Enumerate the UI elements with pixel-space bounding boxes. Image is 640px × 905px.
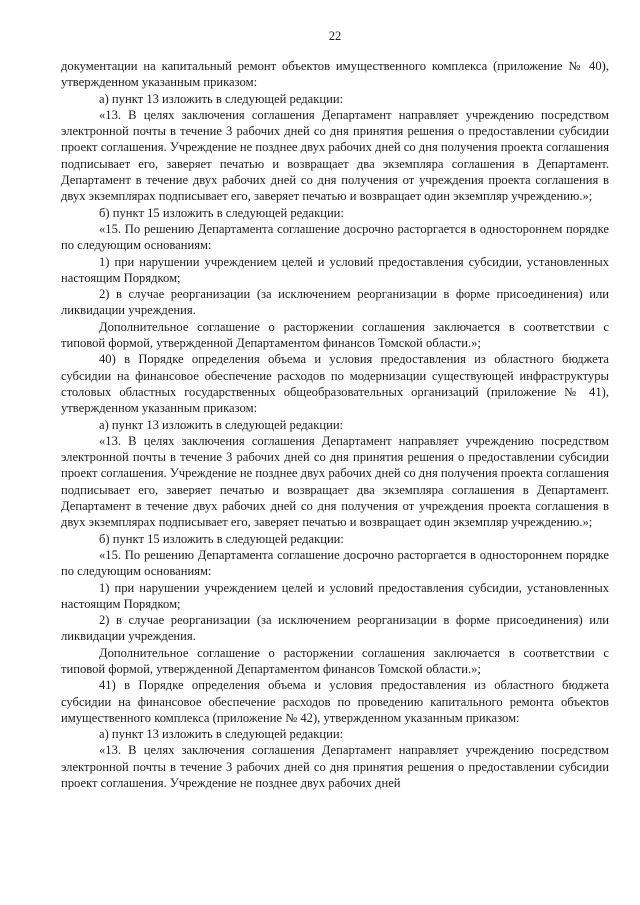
paragraph-ground-2: 2) в случае реорганизации (за исключением реорганизации в форме присоединения) или ликвидации учреждения.: [61, 613, 609, 644]
paragraph-clause-15: «15. По решению Департамента соглашение досрочно расторгается в одностороннем порядке по следующим основаниям:: [61, 547, 609, 579]
paragraph-ground-1: 1) при нарушении учреждением целей и условий предоставления субсидии, установленных настоящим Порядком;: [61, 580, 609, 611]
paragraph-item-a: а) пункт 13 изложить в следующей редакции:: [99, 91, 344, 106]
page-number: 22: [328, 29, 342, 43]
paragraph-item-41: 41) в Порядке определения объема и условия предоставления из областного бюджета субсидии на финансовое обеспечение расходов по проведению капитального ремонта объектов имущественного комплекса (приложение № 42), утвержденном указанным приказом:: [61, 678, 609, 725]
paragraph-ground-1: 1) при нарушении учреждением целей и условий предоставления субсидии, установленных настоящим Порядком;: [61, 254, 609, 285]
paragraph-clause-13: «13. В целях заключения соглашения Департамент направляет учреждению посредством электронной почты в течение 3 рабочих дней со дня принятия решения о предоставлении субсидии проект соглашения. Учреждение не позднее двух рабочих дней со дня получения проекта соглашения подписывает его, заверяет печатью и возвращает два экземпляра соглашения в Департамент. Департамент в течение двух рабочих дней со дня получения от учреждения проекта соглашения в двух экземплярах подписывает его, заверяет печатью и возвращает один экземпляр учреждению.»;: [61, 107, 609, 204]
paragraph-item-b: б) пункт 15 изложить в следующей редакции:: [99, 531, 344, 546]
paragraph-additional-agreement: Дополнительное соглашение о расторжении соглашения заключается в соответствии с типовой формой, утвержденной Департаментом финансов Томской области.»;: [61, 645, 609, 676]
paragraph-item-40: 40) в Порядке определения объема и условия предоставления из областного бюджета субсидии на финансовое обеспечение расходов по модернизации существующей инфраструктуры столовых областных государственных общеобразовательных организаций (приложение № 41), утвержденном указанным приказом:: [61, 352, 609, 416]
paragraph-item-a: а) пункт 13 изложить в следующей редакции:: [99, 727, 344, 742]
document-page: [61, 28, 609, 791]
paragraph-item-a: а) пункт 13 изложить в следующей редакции:: [99, 417, 344, 432]
paragraph-clause-13: «13. В целях заключения соглашения Департамент направляет учреждению посредством электронной почты в течение 3 рабочих дней со дня принятия решения о предоставлении субсидии проект соглашения. Учреждение не позднее двух рабочих дней со дня получения проекта соглашения подписывает его, заверяет печатью и возвращает два экземпляра соглашения в Департамент. Департамент в течение двух рабочих дней со дня получения от учреждения проекта соглашения в двух экземплярах подписывает его, заверяет печатью и возвращает один экземпляр учреждению.»;: [61, 433, 609, 530]
paragraph-clause-13: «13. В целях заключения соглашения Департамент направляет учреждению посредством электронной почты в течение 3 рабочих дней со дня принятия решения о предоставлении субсидии проект соглашения. Учреждение не позднее двух рабочих дней: [61, 743, 609, 791]
paragraph-continuation: документации на капитальный ремонт объектов имущественного комплекса (приложение № 40), утвержденном указанным приказом:: [61, 59, 609, 90]
paragraph-clause-15: «15. По решению Департамента соглашение досрочно расторгается в одностороннем порядке по следующим основаниям:: [61, 221, 609, 253]
paragraph-item-b: б) пункт 15 изложить в следующей редакции:: [99, 205, 344, 220]
paragraph-ground-2: 2) в случае реорганизации (за исключением реорганизации в форме присоединения) или ликвидации учреждения.: [61, 287, 609, 318]
paragraph-additional-agreement: Дополнительное соглашение о расторжении соглашения заключается в соответствии с типовой формой, утвержденной Департаментом финансов Томской области.»;: [61, 319, 609, 351]
